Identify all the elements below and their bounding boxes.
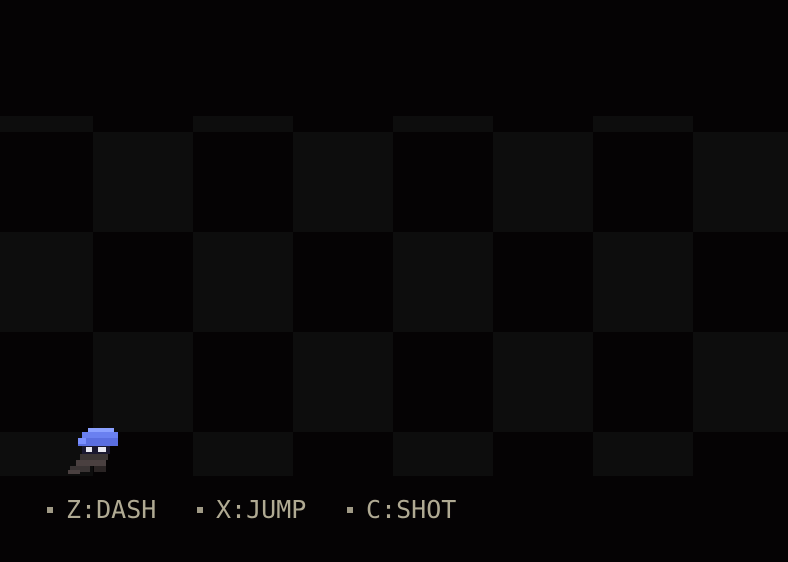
- board-tile: [693, 332, 788, 432]
- board-tile: [593, 432, 693, 476]
- board-tile: [493, 332, 593, 432]
- board-tile: [93, 132, 193, 232]
- player-sprite-icon: [66, 426, 120, 478]
- board-tile: [0, 232, 93, 332]
- board-tile: [193, 116, 293, 132]
- checkerboard-background: [0, 116, 788, 476]
- control-hint-shot: [347, 495, 456, 525]
- control-label-jump: X:JUMP: [216, 495, 307, 524]
- board-tile: [693, 132, 788, 232]
- bullet-icon: [47, 507, 53, 513]
- controls-hud: [0, 476, 788, 562]
- board-tile: [493, 132, 593, 232]
- board-tile: [193, 232, 293, 332]
- control-hint-dash: [47, 495, 156, 525]
- bullet-icon: [347, 507, 353, 513]
- board-tile: [193, 432, 293, 476]
- board-tile: [293, 132, 393, 232]
- board-tile: [393, 432, 493, 476]
- control-label-shot: C:SHOT: [366, 495, 457, 524]
- board-tile: [0, 116, 93, 132]
- board-tile: [293, 332, 393, 432]
- board-tile: [393, 116, 493, 132]
- board-tile: [593, 232, 693, 332]
- bullet-icon: [197, 507, 203, 513]
- control-hint-jump: [197, 495, 306, 525]
- board-tile: [93, 332, 193, 432]
- board-tile: [393, 232, 493, 332]
- control-label-dash: Z:DASH: [66, 495, 157, 524]
- board-tile: [593, 116, 693, 132]
